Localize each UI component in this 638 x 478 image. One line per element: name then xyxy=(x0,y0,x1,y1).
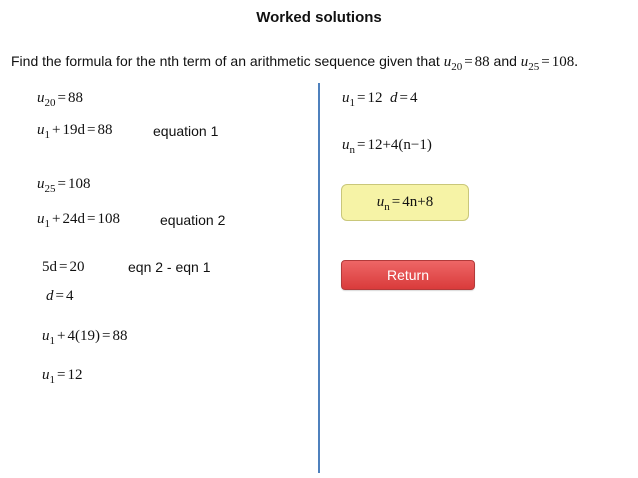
condition-1: $u_{20} = 88$ xyxy=(443,54,490,73)
label-equation-1: equation 1 xyxy=(153,123,219,139)
step-u25: $u_{25} = 108$ xyxy=(37,176,91,195)
condition-2: $u_{25} = 108$. xyxy=(520,54,579,73)
step-d: d = 4 xyxy=(46,288,74,304)
step-equation-1: $u_1 + 19d = 88$ xyxy=(37,122,113,141)
label-equation-2: equation 2 xyxy=(160,212,226,228)
general-term: $u_n = 12+4(n-1)$ xyxy=(342,137,432,156)
summary-values: $u_1 = 12$ d = 4 xyxy=(342,90,418,109)
step-5d: 5d = 20 xyxy=(42,259,85,275)
step-u20: $u_{20} = 88$ xyxy=(37,90,83,109)
step-substitute: $u_1 + 4(19) = 88$ xyxy=(42,328,128,347)
label-eqn-difference: eqn 2 - eqn 1 xyxy=(128,259,211,275)
question-text xyxy=(11,53,578,71)
final-answer: $u_n = 4n+8$ xyxy=(376,194,434,213)
column-divider xyxy=(318,83,320,473)
answer-box xyxy=(341,184,469,221)
page-title: Worked solutions xyxy=(256,9,382,26)
step-u1: $u_1 = 12$ xyxy=(42,367,83,386)
question-conjunction: and xyxy=(493,53,517,69)
question-prompt: Find the formula for the nth term of an arithmetic sequence given that xyxy=(11,53,440,69)
return-button[interactable]: Return xyxy=(341,260,475,290)
step-equation-2: $u_1 + 24d = 108$ xyxy=(37,211,120,230)
